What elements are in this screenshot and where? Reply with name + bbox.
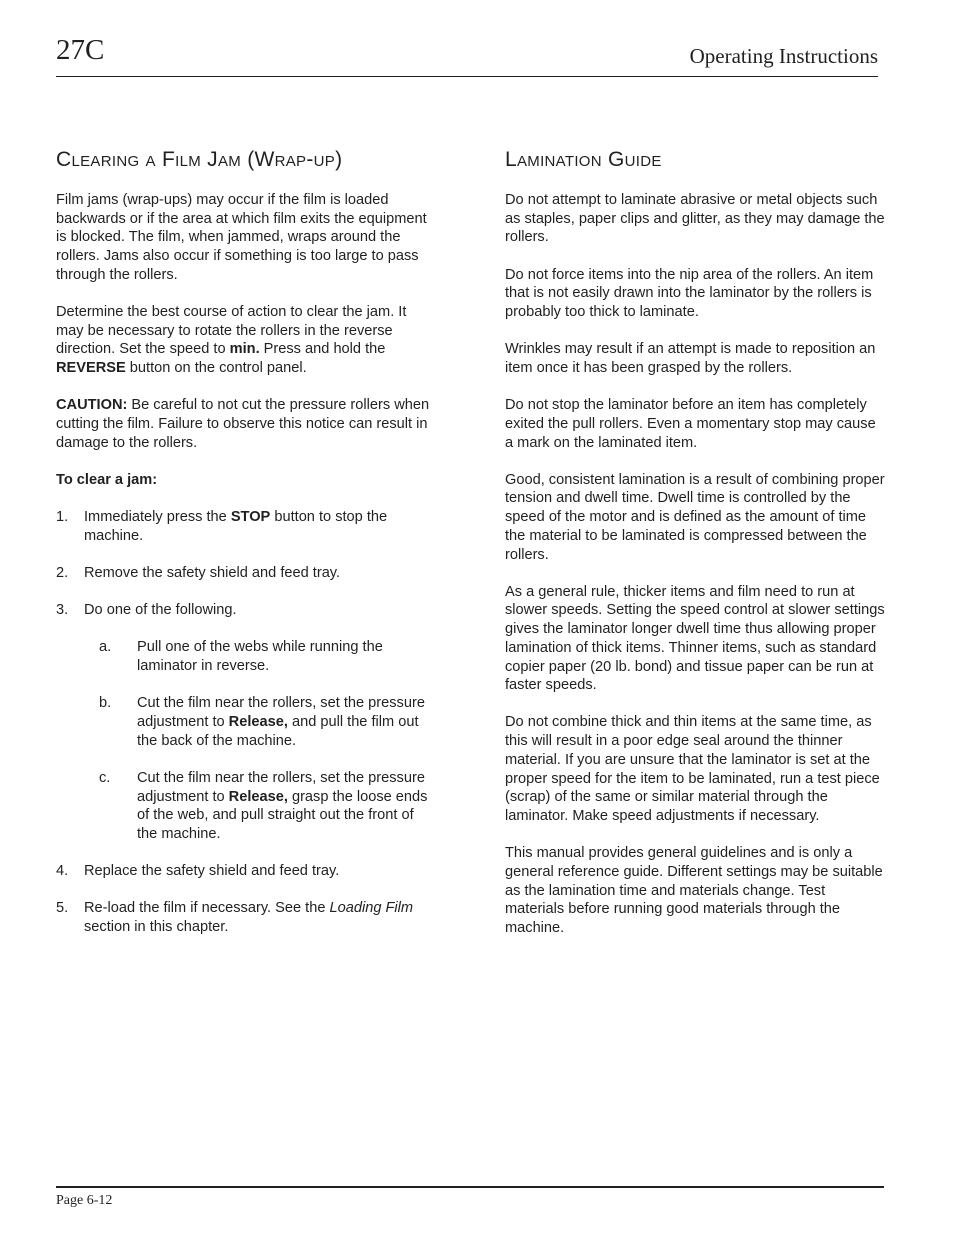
caution-paragraph: CAUTION: Be careful to not cut the pressure rollers when cutting the film. Failure to observe this notice can result in damage to the rollers. (56, 397, 430, 451)
model-number: 27C (56, 34, 105, 66)
guide-paragraph: Good, consistent lamination is a result of combining proper tension and dwell time. Dwell time is controlled by the speed of the motor and is defined as the amount of time the material to be laminated is compressed between the rollers. (505, 471, 885, 563)
page-number: Page 6-12 (56, 1193, 113, 1208)
clearing-film-jam-heading: Clearing a Film Jam (Wrap-up) (56, 148, 343, 171)
step-3-options (84, 638, 436, 843)
guide-paragraph: As a general rule, thicker items and film need to run at slower speeds. Setting the speed control at slower settings gives the laminator longer dwell time thus allowing proper lamination of thick items. Thinner items, such as standard copier paper (20 lb. bond) and tissue paper can be run at faster speeds. (505, 583, 885, 694)
loading-film-reference: Loading Film (329, 900, 414, 917)
steps-list (56, 508, 436, 937)
guide-paragraph: Do not attempt to laminate abrasive or metal objects such as staples, paper clips and glitter, as they may damage the rollers. (505, 192, 885, 246)
right-column (505, 148, 885, 956)
lamination-guide-heading: Lamination Guide (505, 148, 662, 171)
reverse-button-label: REVERSE (56, 360, 126, 377)
guide-paragraph: Do not force items into the nip area of the rollers. An item that is not easily drawn into the laminator by the rollers is probably too thick to laminate. (505, 266, 874, 321)
guide-paragraph: This manual provides general guidelines and is only a general reference guide. Different settings may be suitable as the lamination time and materials change. Test materials before running good materials through the machine. (505, 845, 883, 936)
left-column (56, 148, 436, 955)
speed-min: min. (229, 341, 260, 358)
header-rule (56, 76, 878, 77)
step-3: 3. Do one of the following. a. Pull one of the webs while running the laminator in reverse. b. Cut the film near the rollers, set the pressure adjustment to Release, and pull the film out the back of the machine. c. Cut the film near the rollers, set the pressure adjustment to Release, grasp the loose ends of the web, and pull straight out the front of the machine. (56, 601, 436, 844)
step-3b: b. Cut the film near the rollers, set the pressure adjustment to Release, and pull the film out the back of the machine. (99, 695, 425, 749)
intro-paragraph: Film jams (wrap-ups) may occur if the film is loaded backwards or if the area at which film exits the equipment is blocked. The film, when jammed, wraps around the rollers. Jams also occur if something is too large to pass through the rollers. (56, 192, 427, 283)
caution-label: CAUTION: (56, 397, 128, 414)
step-1: 1. Immediately press the STOP button to stop the machine. (56, 509, 388, 544)
step-3c: c. Cut the film near the rollers, set the pressure adjustment to Release, grasp the loose ends of the web, and pull straight out the front of the machine. (99, 769, 428, 843)
step-3a: a. Pull one of the webs while running the laminator in reverse. (99, 639, 383, 675)
step-2: 2. Remove the safety shield and feed tray. (56, 565, 341, 582)
guide-paragraph: Do not combine thick and thin items at the same time, as this will result in a poor edge seal around the thinner material. If you are unsure that the laminator is set at the proper speed for the item to be laminated, run a test piece (scrap) of the same or similar material through the laminator. Make speed adjustments if necessary. (505, 714, 880, 824)
course-of-action-paragraph: Determine the best course of action to clear the jam. It may be necessary to rotate the rollers in the reverse direction. Set the speed to min. Press and hold the REVERSE button on the control panel. (56, 304, 407, 377)
step-4: 4. Replace the safety shield and feed tray. (56, 863, 340, 880)
stop-button-label: STOP (230, 509, 271, 526)
step-5: 5. Re-load the film if necessary. See the Loading Film section in this chapter. (56, 900, 414, 936)
guide-paragraph: Wrinkles may result if an attempt is made to reposition an item once it has been grasped by the rollers. (505, 341, 876, 376)
footer-rule (56, 1186, 884, 1188)
clear-jam-subheading: To clear a jam: (56, 471, 158, 488)
guide-paragraph: Do not stop the laminator before an item has completely exited the pull rollers. Even a momentary stop may cause a mark on the laminated item. (505, 397, 876, 451)
section-title: Operating Instructions (689, 44, 878, 68)
